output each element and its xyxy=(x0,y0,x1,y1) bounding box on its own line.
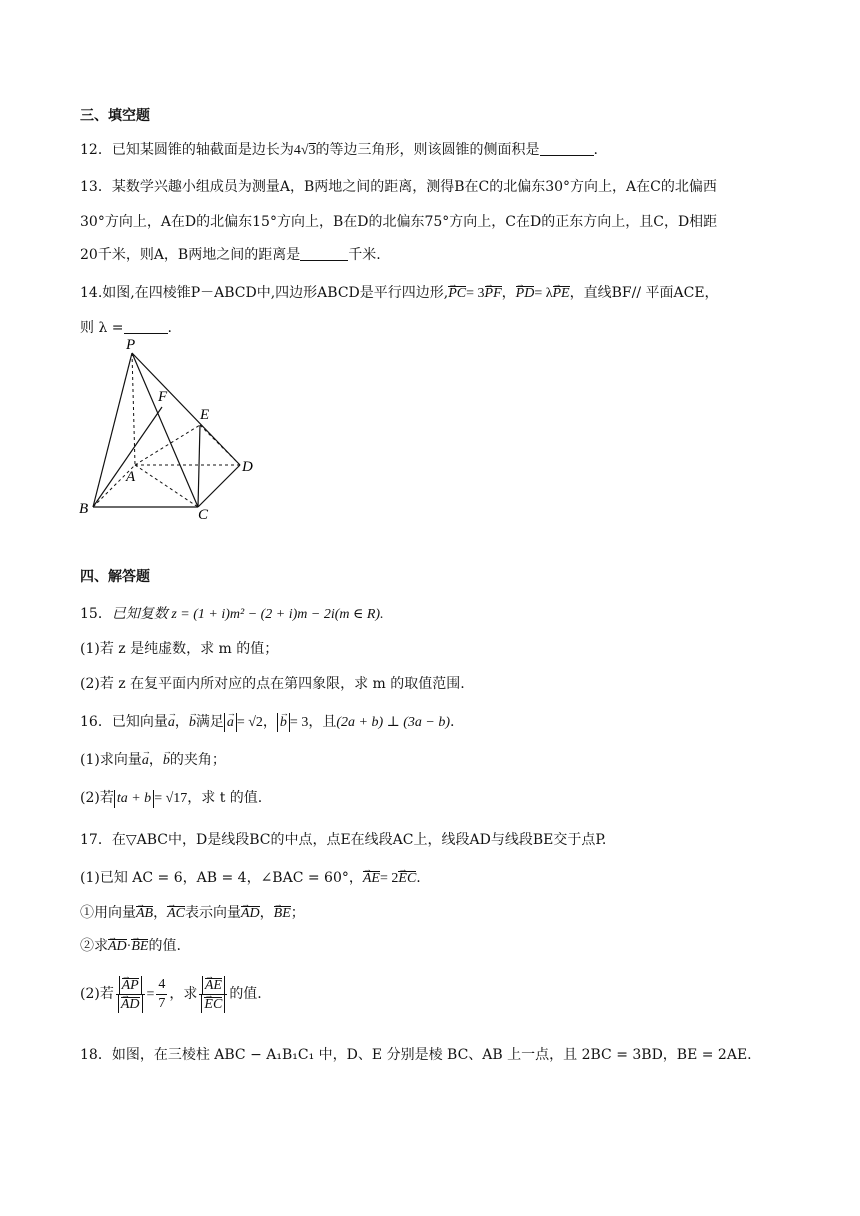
question-text: 的等边三角形，则该圆锥的侧面积是 xyxy=(315,142,540,158)
question-number: 14. xyxy=(80,285,103,301)
vector-AD: → AD xyxy=(241,906,260,921)
answer-blank[interactable] xyxy=(540,141,594,156)
edge-PC xyxy=(132,353,198,507)
question-18 xyxy=(80,1045,752,1065)
section-heading-fill-in: 三、填空题 xyxy=(80,108,150,124)
label-E: E xyxy=(200,407,210,423)
question-16: 16．已知向量→ a，→ b满足→ a = √2，→ b = 3，且(2a + b) ⊥ (3a − b). xyxy=(80,712,455,733)
question-text: 已知复数 z = (1 + i)m² − (2 + i)m − 2i(m ∈ R). xyxy=(111,607,384,622)
question-number: 16． xyxy=(80,714,112,730)
edge-BF xyxy=(93,407,162,507)
question-17-step-2: ②求→ AD·→ BE的值. xyxy=(80,936,181,957)
vector-PD: → PD xyxy=(516,286,535,301)
perpendicular-condition: (2a + b) ⊥ (3a − b) xyxy=(336,715,451,730)
question-16-part-1: (1)求向量→ a，→ b的夹角； xyxy=(80,750,226,771)
vector-PF: → PF xyxy=(485,286,502,301)
ratio-AE-EC: → AE → EC xyxy=(199,976,227,1013)
question-text: 已知某圆锥的轴截面是边长为 xyxy=(111,142,294,158)
label-B: B xyxy=(79,501,89,517)
edge-PD xyxy=(132,353,240,465)
question-14-line-1: 14.如图,在四棱锥P－ABCD中,四边形ABCD是平行四边形,→ PC= 3→ PF，→ PD= λ→ PE，直线BF// 平面ACE， xyxy=(80,283,719,304)
question-17 xyxy=(80,830,606,850)
question-number: 18． xyxy=(80,1047,112,1063)
sqrt-coef: 4 xyxy=(293,143,301,158)
vector-PC: → PC xyxy=(448,286,466,301)
ratio-AP-AD: → AP → AD xyxy=(116,976,145,1013)
label-F: F xyxy=(158,389,168,405)
label-P: P xyxy=(126,337,136,353)
label-A: A xyxy=(126,469,136,485)
question-13-line-3: 20千米，则A，B两地之间的距离是 千米. xyxy=(80,247,381,263)
question-number: 13． xyxy=(80,179,112,195)
label-D: D xyxy=(242,459,253,475)
vector-AC: → AC xyxy=(167,906,185,921)
question-12: 12．已知某圆锥的轴截面是边长为4√3的等边三角形，则该圆锥的侧面积是 . xyxy=(80,142,598,158)
vector-EC: → EC xyxy=(398,871,416,886)
vector-PE: → PE xyxy=(553,286,570,301)
question-15-part-1: (1)若 z 是纯虚数，求 m 的值； xyxy=(80,641,279,657)
question-17-part-2: (2)若 → AP → AD = $\frac{4}{7}$ ，求 → AE → EC 的值. xyxy=(80,968,262,1021)
question-17-step-1: ①用向量→ AB，→ AC表示向量→ AD，→ BE； xyxy=(80,903,305,923)
question-13-line-1 xyxy=(80,177,717,197)
answer-blank[interactable] xyxy=(124,319,168,334)
vector-a: → a xyxy=(168,713,175,733)
question-text: 某数学兴趣小组成员为测量A，B两地之间的距离，测得B在C的北偏东30°方向上，A在C的北偏西 xyxy=(111,179,717,195)
edge-CE xyxy=(198,425,200,507)
fraction-4-7: $\frac{4}{7}$ xyxy=(158,976,166,1011)
label-C: C xyxy=(198,507,209,523)
abs-b: → b xyxy=(277,713,290,732)
question-16-part-2: (2)若 ta + b = √17，求 t 的值. xyxy=(80,790,263,806)
question-text: 如图，在三棱柱 ABC − A₁B₁C₁ 中，D、E 分别是棱 BC、AB 上一点，且 2BC = 3BD，BE = 2AE. xyxy=(111,1047,752,1063)
vector-AE: → AE xyxy=(363,871,380,886)
abs-ta-plus-b: ta + b xyxy=(114,790,154,808)
vector-BE: → BE xyxy=(274,906,291,921)
question-17-part-1: (1)已知 AC = 6，AB = 4，∠BAC = 60°，→ AE= 2→ EC. xyxy=(80,868,421,889)
edge-CD xyxy=(198,465,240,507)
question-14-line-2: 则 λ = . xyxy=(80,320,172,336)
question-13-line-2: 30°方向上，A在D的北偏东15°方向上，B在D的北偏东75°方向上，C在D的正东方向上，且C，D相距 xyxy=(80,214,718,230)
question-text: 在▽ABC中，D是线段BC的中点，点E在线段AC上，线段AD与线段BE交于点P. xyxy=(111,832,607,848)
vector-AB: → AB xyxy=(136,906,153,921)
abs-a: → a xyxy=(224,713,237,732)
question-15 xyxy=(80,604,384,625)
question-number: 15． xyxy=(80,606,112,622)
question-number: 12． xyxy=(80,142,112,158)
vector-b: → b xyxy=(189,713,196,733)
question-number: 17． xyxy=(80,832,112,848)
pyramid-figure xyxy=(70,335,270,525)
answer-blank[interactable] xyxy=(300,246,348,261)
sqrt-arg: 3 xyxy=(308,143,316,158)
sqrt-sign: √ xyxy=(300,143,309,158)
section-heading-solutions: 四、解答题 xyxy=(80,569,150,585)
question-15-part-2: (2)若 z 在复平面内所对应的点在第四象限，求 m 的取值范围. xyxy=(80,676,465,692)
